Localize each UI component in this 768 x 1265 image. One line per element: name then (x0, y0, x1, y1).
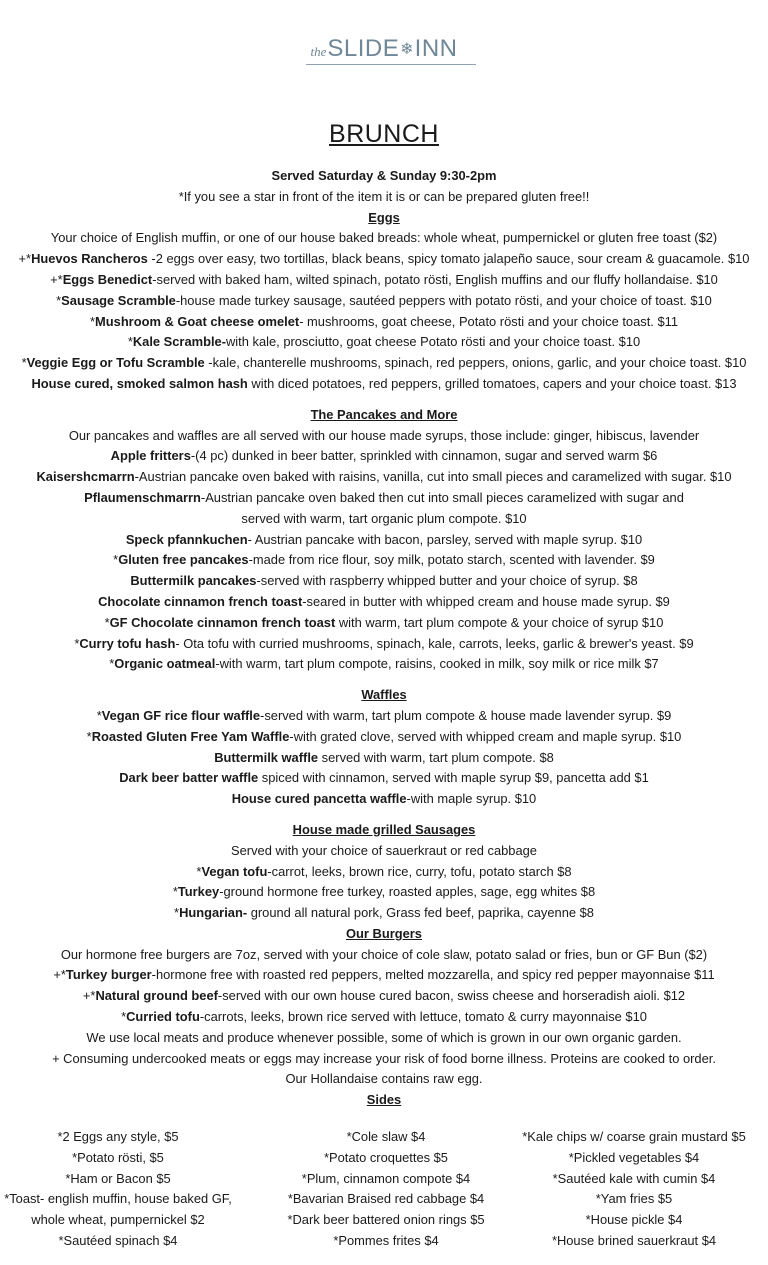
menu-item-name: Chocolate cinnamon french toast (98, 593, 303, 609)
note-local-produce: We use local meats and produce whenever possible, some of which is grown in our own organic garden. (86, 1029, 682, 1045)
snowflake-icon: ❄ (400, 41, 414, 58)
menu-item (0, 768, 768, 789)
side-item: *Plum, cinnamon compote $4 (301, 1170, 471, 1186)
menu-item (0, 571, 768, 592)
menu-item-name: Kale Scramble- (132, 334, 226, 350)
menu-item-description: -ground hormone free turkey, roasted apples, sage, egg whites $8 (219, 884, 596, 900)
menu-item-name: Dark beer batter waffle (119, 770, 259, 786)
menu-item-name: Gluten free pancakes (118, 552, 249, 568)
menu-item-marker: +* (53, 967, 66, 983)
menu-item-marker: * (109, 656, 115, 672)
menu-item (0, 312, 768, 333)
menu-item-marker: * (74, 635, 80, 651)
menu-item-name: Veggie Egg or Tofu Scramble (26, 355, 205, 371)
pancakes-intro: Our pancakes and waffles are all served with our house made syrups, those include: ginger, hibiscus, lavender (68, 427, 700, 443)
menu-item-name: GF Chocolate cinnamon french toast (109, 614, 336, 630)
menu-item-name: Turkey burger (65, 967, 152, 983)
menu-item-name: Buttermilk pancakes (130, 573, 257, 589)
menu-item-name: Eggs Benedict (62, 271, 153, 287)
menu-item-marker: +* (50, 271, 63, 287)
menu-item-marker: * (113, 552, 119, 568)
menu-item-description: -carrot, leeks, brown rice, curry, tofu, potato starch $8 (267, 863, 572, 879)
logo-slide: SLIDE (327, 35, 400, 62)
menu-item-description: -hormone free with roasted red peppers, melted mozzarella, and spicy red pepper mayonnaise $11 (151, 967, 715, 983)
menu-item-description: -with maple syrup. $10 (406, 791, 537, 807)
menu-item-name: Curried tofu (126, 1009, 200, 1025)
menu-item (0, 530, 768, 551)
menu-item-marker: +* (82, 988, 96, 1004)
side-item: *Toast- english muffin, house baked GF, (4, 1191, 232, 1207)
menu-item-marker: * (21, 355, 27, 371)
menu-item-marker: * (127, 334, 133, 350)
menu-item-name: Hungarian- (179, 905, 248, 921)
menu-item-description: - mushrooms, goat cheese, Potato rösti and your choice toast. $11 (299, 313, 678, 329)
menu-item (0, 965, 768, 986)
menu-item-name: House cured pancetta waffle (231, 791, 407, 807)
menu-item-description: -(4 pc) dunked in beer batter, sprinkled with cinnamon, sugar and served warm $6 (190, 448, 658, 464)
sausages-list (0, 862, 768, 924)
menu-item (0, 706, 768, 727)
logo-underline (306, 64, 476, 65)
menu-item (0, 249, 768, 270)
menu-item-description: -served with warm, tart plum compote & house made lavender syrup. $9 (260, 707, 672, 723)
menu-item-description: -with warm, tart plum compote, raisins, cooked in milk, soy milk or rice milk $7 (215, 656, 659, 672)
burgers-list (0, 965, 768, 1027)
menu-item-marker: * (96, 707, 102, 723)
sides-columns (0, 1127, 768, 1257)
side-item: *Kale chips w/ coarse grain mustard $5 (522, 1129, 746, 1144)
menu-item (0, 654, 768, 675)
pancakes-list (0, 446, 768, 675)
menu-item-description: with warm, tart plum compote & your choice of syrup $10 (335, 614, 664, 630)
section-heading-burgers: Our Burgers (346, 925, 422, 941)
page-title: BRUNCH (329, 120, 439, 148)
menu-item-description: with kale, prosciutto, goat cheese Potato rösti and your choice toast. $10 (226, 334, 641, 350)
side-item: *Pommes frites $4 (333, 1232, 439, 1248)
menu-item (0, 986, 768, 1007)
menu-item-description: served with warm, tart organic plum compote. $10 (241, 510, 527, 526)
sausages-intro: Served with your choice of sauerkraut or red cabbage (231, 842, 537, 858)
menu-item-marker: * (172, 884, 178, 900)
menu-item-marker: * (174, 905, 180, 921)
menu-item-name: Kaisershcmarrn (36, 469, 135, 485)
side-item: *Dark beer battered onion rings $5 (287, 1212, 485, 1228)
logo-the: the (310, 44, 327, 59)
menu-item (0, 509, 768, 530)
menu-item-name: Huevos Rancheros (31, 251, 148, 267)
side-item: *Sautéed kale with cumin $4 (552, 1170, 716, 1186)
waffles-list (0, 706, 768, 810)
side-item: *Yam fries $5 (595, 1191, 673, 1207)
menu-item-description: -Austrian pancake oven baked then cut into small pieces caramelized with sugar and (200, 489, 684, 505)
side-item: *Ham or Bacon $5 (65, 1170, 171, 1186)
section-heading-waffles: Waffles (361, 687, 407, 703)
menu-item (0, 727, 768, 748)
menu-item-description: served with warm, tart plum compote. $8 (318, 749, 554, 765)
sides-column-1 (0, 1127, 236, 1252)
side-item: *Potato rösti, $5 (72, 1149, 164, 1165)
menu-item-marker: * (121, 1009, 127, 1025)
menu-item (0, 353, 768, 374)
menu-item-description: - Austrian pancake with bacon, parsley, served with maple syrup. $10 (247, 531, 643, 547)
menu-item-description: -house made turkey sausage, sautéed peppers with potato rösti, and your choice of toast. $10 (175, 292, 712, 308)
side-item: *Pickled vegetables $4 (568, 1149, 700, 1165)
menu-item-name: Buttermilk waffle (214, 749, 319, 765)
menu-item-name: Mushroom & Goat cheese omelet (95, 313, 300, 329)
burgers-intro: Our hormone free burgers are 7oz, served with your choice of cole slaw, potato salad or fries, bun or GF Bun ($2) (60, 946, 708, 962)
eggs-list (0, 249, 768, 395)
menu-item-description: -carrots, leeks, brown rice served with lettuce, tomato & curry mayonnaise $10 (199, 1009, 647, 1025)
menu-item-description: -seared in butter with whipped cream and house made syrup. $9 (302, 593, 670, 609)
menu-item-name: Curry tofu hash (79, 635, 176, 651)
side-item: *Potato croquettes $5 (324, 1149, 448, 1165)
section-heading-eggs: Eggs (368, 209, 400, 225)
menu-item-description: -with grated clove, served with whipped cream and maple syrup. $10 (289, 728, 682, 744)
menu-item (0, 374, 768, 395)
section-heading-sausages: House made grilled Sausages (292, 821, 476, 837)
menu-item-marker: * (56, 292, 62, 308)
menu-item-description: -2 eggs over easy, two tortillas, black beans, spicy tomato jalapeño sauce, sour cream & guacamole. $10 (147, 251, 750, 267)
side-item: *Bavarian Braised red cabbage $4 (287, 1191, 485, 1207)
menu-item-name: House cured, smoked salmon hash (31, 375, 248, 391)
menu-item (0, 291, 768, 312)
note-undercooked: + Consuming undercooked meats or eggs may increase your risk of food borne illness. Proteins are cooked to order. (52, 1050, 716, 1066)
menu-item-description: - Ota tofu with curried mushrooms, spinach, kale, carrots, leeks, garlic & brewer's yeast. $9 (175, 635, 694, 651)
menu-item (0, 613, 768, 634)
menu-item-name: Pflaumenschmarrn (84, 489, 201, 505)
menu-item (0, 592, 768, 613)
menu-item (0, 789, 768, 810)
section-heading-pancakes: The Pancakes and More (310, 406, 458, 422)
menu-item (0, 270, 768, 291)
menu-item-description: -kale, chanterelle mushrooms, spinach, red peppers, onions, garlic, and your choice toast. $10 (204, 355, 747, 371)
menu-item-description: -served with raspberry whipped butter and your choice of syrup. $8 (256, 573, 638, 589)
menu-item-description: -served with baked ham, wilted spinach, potato rösti, English muffins and our fluffy hollandaise. $10 (152, 271, 718, 287)
menu-item-marker: * (86, 728, 92, 744)
menu-item (0, 446, 768, 467)
side-item: *2 Eggs any style, $5 (57, 1129, 179, 1144)
menu-item (0, 903, 768, 924)
menu-item (0, 332, 768, 353)
menu-item-name: Vegan tofu (201, 863, 268, 879)
menu-item-name: Turkey (177, 884, 220, 900)
menu-item-description: ground all natural pork, Grass fed beef, paprika, cayenne $8 (247, 905, 594, 921)
menu-item (0, 467, 768, 488)
served-hours: Served Saturday & Sunday 9:30-2pm (271, 168, 497, 183)
menu-item-marker: * (196, 863, 202, 879)
menu-item-name: Vegan GF rice flour waffle (101, 707, 261, 723)
menu-item-name: Apple fritters (110, 448, 191, 464)
eggs-intro: Your choice of English muffin, or one of our house baked breads: whole wheat, pumpernickel or gluten free toast ($2) (50, 230, 718, 246)
menu-item-description: -made from rice flour, soy milk, potato starch, scented with lavender. $9 (248, 552, 655, 568)
menu-item (0, 634, 768, 655)
menu-item (0, 550, 768, 571)
side-item: *Cole slaw $4 (346, 1129, 426, 1144)
menu-content (0, 166, 768, 1111)
gluten-free-note: *If you see a star in front of the item it is or can be prepared gluten free!! (178, 188, 590, 204)
sides-column-3 (516, 1127, 752, 1252)
logo-inn: INN (414, 35, 458, 62)
slide-inn-logo (0, 34, 768, 68)
menu-item-name: Roasted Gluten Free Yam Waffle (91, 728, 290, 744)
menu-item (0, 1007, 768, 1028)
menu-item (0, 748, 768, 769)
side-item: *House brined sauerkraut $4 (551, 1232, 717, 1248)
menu-item-name: Speck pfannkuchen (125, 531, 248, 547)
sides-column-2 (268, 1127, 504, 1252)
menu-item-marker: * (104, 614, 110, 630)
menu-item-description: with diced potatoes, red peppers, grilled tomatoes, capers and your choice toast. $13 (247, 375, 737, 391)
menu-item-description: -Austrian pancake oven baked with raisins, vanilla, cut into small pieces and caramelized with sugar. $10 (134, 469, 732, 485)
side-item: *Sautéed spinach $4 (58, 1232, 178, 1248)
section-heading-sides: Sides (366, 1092, 402, 1108)
menu-item-name: Sausage Scramble (61, 292, 176, 308)
menu-item (0, 882, 768, 903)
menu-item-name: Organic oatmeal (114, 656, 216, 672)
side-item: whole wheat, pumpernickel $2 (31, 1212, 205, 1228)
menu-item-marker: * (90, 313, 96, 329)
menu-item (0, 862, 768, 883)
menu-item (0, 488, 768, 509)
menu-item-description: -served with our own house cured bacon, swiss cheese and horseradish aioli. $12 (217, 988, 686, 1004)
side-item: *House pickle $4 (585, 1212, 683, 1228)
note-hollandaise: Our Hollandaise contains raw egg. (285, 1071, 483, 1087)
menu-item-name: Natural ground beef (95, 988, 218, 1004)
menu-item-marker: +* (18, 251, 32, 267)
menu-item-description: spiced with cinnamon, served with maple syrup $9, pancetta add $1 (258, 770, 649, 786)
